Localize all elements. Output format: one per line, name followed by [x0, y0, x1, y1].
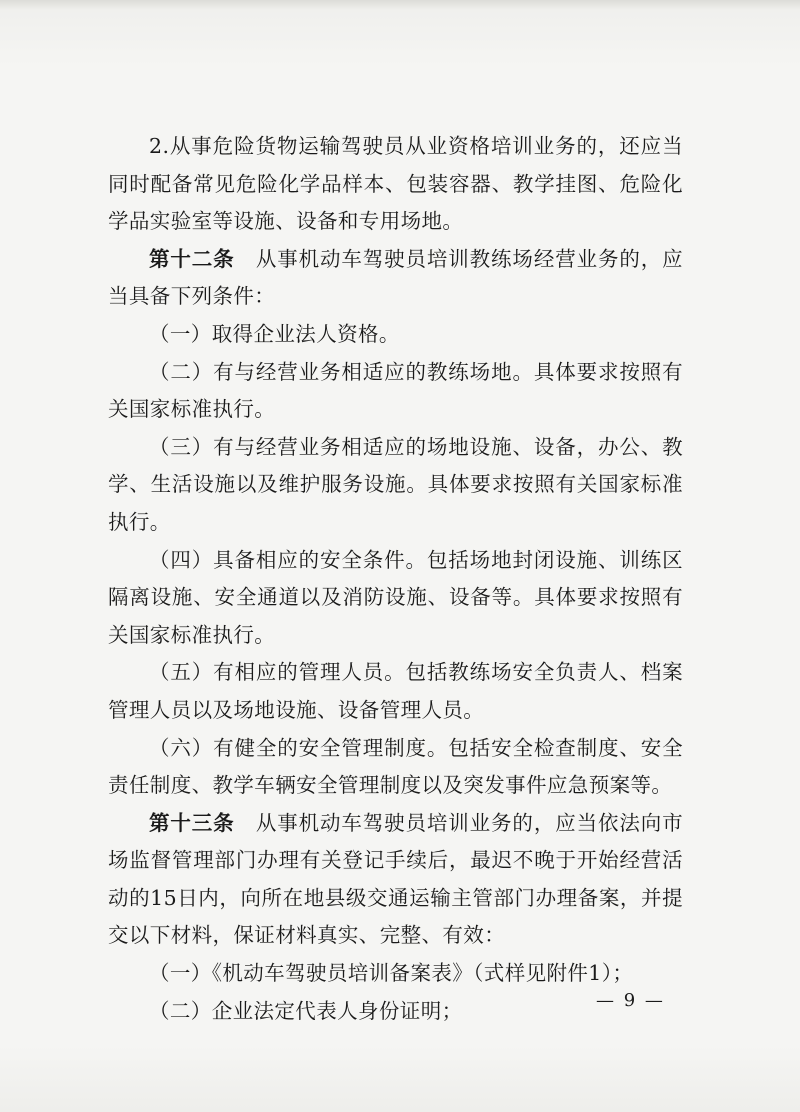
clause-text: （一）取得企业法人资格。 [149, 321, 400, 346]
article-12 [108, 241, 683, 316]
article-label: 第十三条 [149, 810, 235, 835]
clause-text: （二）企业法定代表人身份证明； [149, 998, 463, 1023]
scan-edge-shadow [0, 0, 800, 10]
clause-text: （二）有与经营业务相适应的教练场地。具体要求按照有关国家标准执行。 [108, 359, 683, 422]
clause-2 [108, 354, 683, 429]
article-13 [108, 805, 683, 955]
article-text: 从事机动车驾驶员培训教练场经营业务的，应当具备下列条件： [108, 246, 683, 309]
page-number: — 9 — [596, 990, 665, 1011]
clause-3 [108, 429, 683, 542]
clause-1 [108, 955, 683, 993]
clause-text: （五）有相应的管理人员。包括教练场安全负责人、档案管理人员以及场地设施、设备管理人员。 [108, 660, 683, 722]
paragraph-text: 2.从事危险货物运输驾驶员从业资格培训业务的，还应当同时配备常见危险化学品样本、包装容器、教学挂图、危险化学品实验室等设施、设备和专用场地。 [108, 134, 683, 234]
clause-text: （四）具备相应的安全条件。包括场地封闭设施、训练区隔离设施、安全通道以及消防设施、设备等。具体要求按照有关国家标准执行。 [108, 547, 683, 647]
clause-text: （一）《机动车驾驶员培训备案表》（式样见附件1）； [149, 961, 634, 986]
clause-6 [108, 730, 683, 805]
clause-4 [108, 542, 683, 655]
clause-5 [108, 654, 683, 729]
clause-1 [108, 316, 683, 354]
clause-text: （三）有与经营业务相适应的场地设施、设备，办公、教学、生活设施以及维护服务设施。具体要求按照有关国家标准执行。 [108, 434, 683, 534]
paragraph-item-2 [108, 128, 683, 241]
article-label: 第十二条 [149, 246, 235, 271]
clause-text: （六）有健全的安全管理制度。包括安全检查制度、安全责任制度、教学车辆安全管理制度以及突发事件应急预案等。 [108, 735, 683, 798]
document-body [108, 128, 683, 1030]
article-text: 从事机动车驾驶员培训业务的，应当依法向市场监督管理部门办理有关登记手续后，最迟不晚于开始经营活动的15日内，向所在地县级交通运输主管部门办理备案，并提交以下材料，保证材料真实、完整、有效： [108, 810, 683, 948]
